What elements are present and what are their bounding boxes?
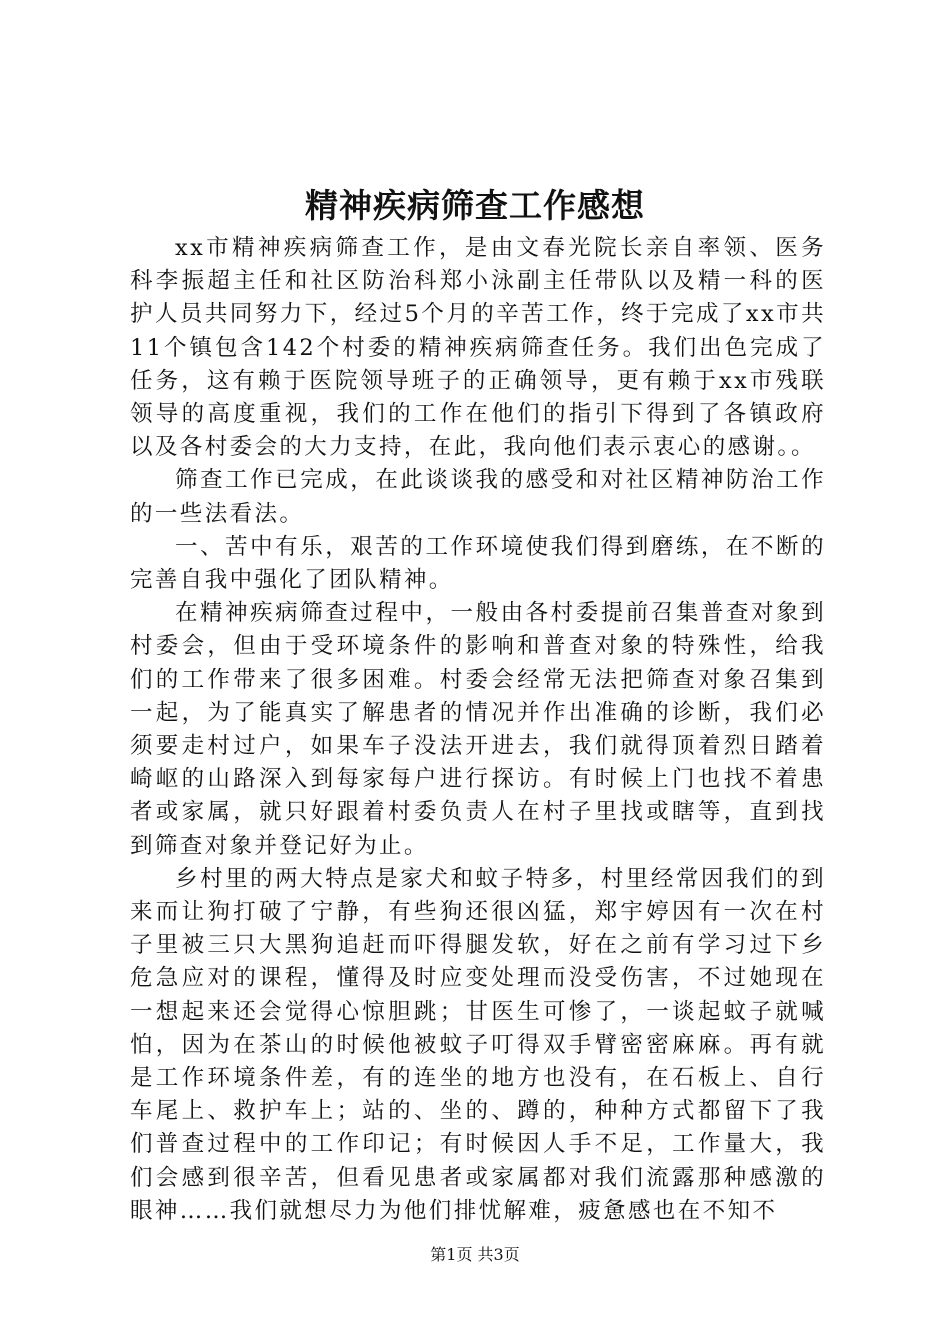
paragraph: 在精神疾病筛查过程中，一般由各村委提前召集普查对象到村委会，但由于受环境条件的影响和普查对象的特殊性，给我们的工作带来了很多困难。村委会经常无法把筛查对象召集到一起，为了能真实了解患者的情况并作出准确的诊断，我们必须要走村过户，如果车子没法开进去，我们就得顶着烈日踏着崎岖的山路深入到每家每户进行探访。有时候上门也找不着患者或家属，就只好跟着村委负责人在村子里找或瞎等，直到找到筛查对象并登记好为止。: [130, 600, 826, 859]
paragraph: 筛查工作已完成，在此谈谈我的感受和对社区精神防治工作的一些法看法。: [130, 467, 826, 527]
page-footer: 第1页 共3页: [430, 1245, 520, 1264]
document-body: [130, 232, 826, 1228]
paragraph: 一、苦中有乐，艰苦的工作环境使我们得到磨练，在不断的完善自我中强化了团队精神。: [130, 533, 826, 594]
document-title: 精神疾病筛查工作感想: [305, 186, 645, 225]
paragraph: xx市精神疾病筛查工作，是由文春光院长亲自率领、医务科李振超主任和社区防治科郑小泳副主任带队以及精一科的医护人员共同努力下，经过5个月的辛苦工作，终于完成了xx市共11个镇包含142个村委的精神疾病筛查任务。我们出色完成了任务，这有赖于医院领导班子的正确领导，更有赖于xx市残联领导的高度重视，我们的工作在他们的指引下得到了各镇政府以及各村委会的大力支持，在此，我向他们表示衷心的感谢。。: [130, 235, 826, 461]
paragraph: 乡村里的两大特点是家犬和蚊子特多，村里经常因我们的到来而让狗打破了宁静，有些狗还很凶猛，郑宇婷因有一次在村子里被三只大黑狗追赶而吓得腿发软，好在之前有学习过下乡危急应对的课程，懂得及时应变处理而没受伤害，不过她现在一想起来还会觉得心惊胆跳；甘医生可惨了，一谈起蚊子就喊怕，因为在茶山的时候他被蚊子叮得双手臂密密麻麻。再有就是工作环境条件差，有的连坐的地方也没有，在石板上、自行车尾上、救护车上；站的、坐的、蹲的，种种方式都留下了我们普查过程中的工作印记；有时候因人手不足，工作量大，我们会感到很辛苦，但看见患者或家属都对我们流露那种感激的眼神……我们就想尽力为他们排忧解难，疲惫感也在不知不: [130, 865, 826, 1224]
